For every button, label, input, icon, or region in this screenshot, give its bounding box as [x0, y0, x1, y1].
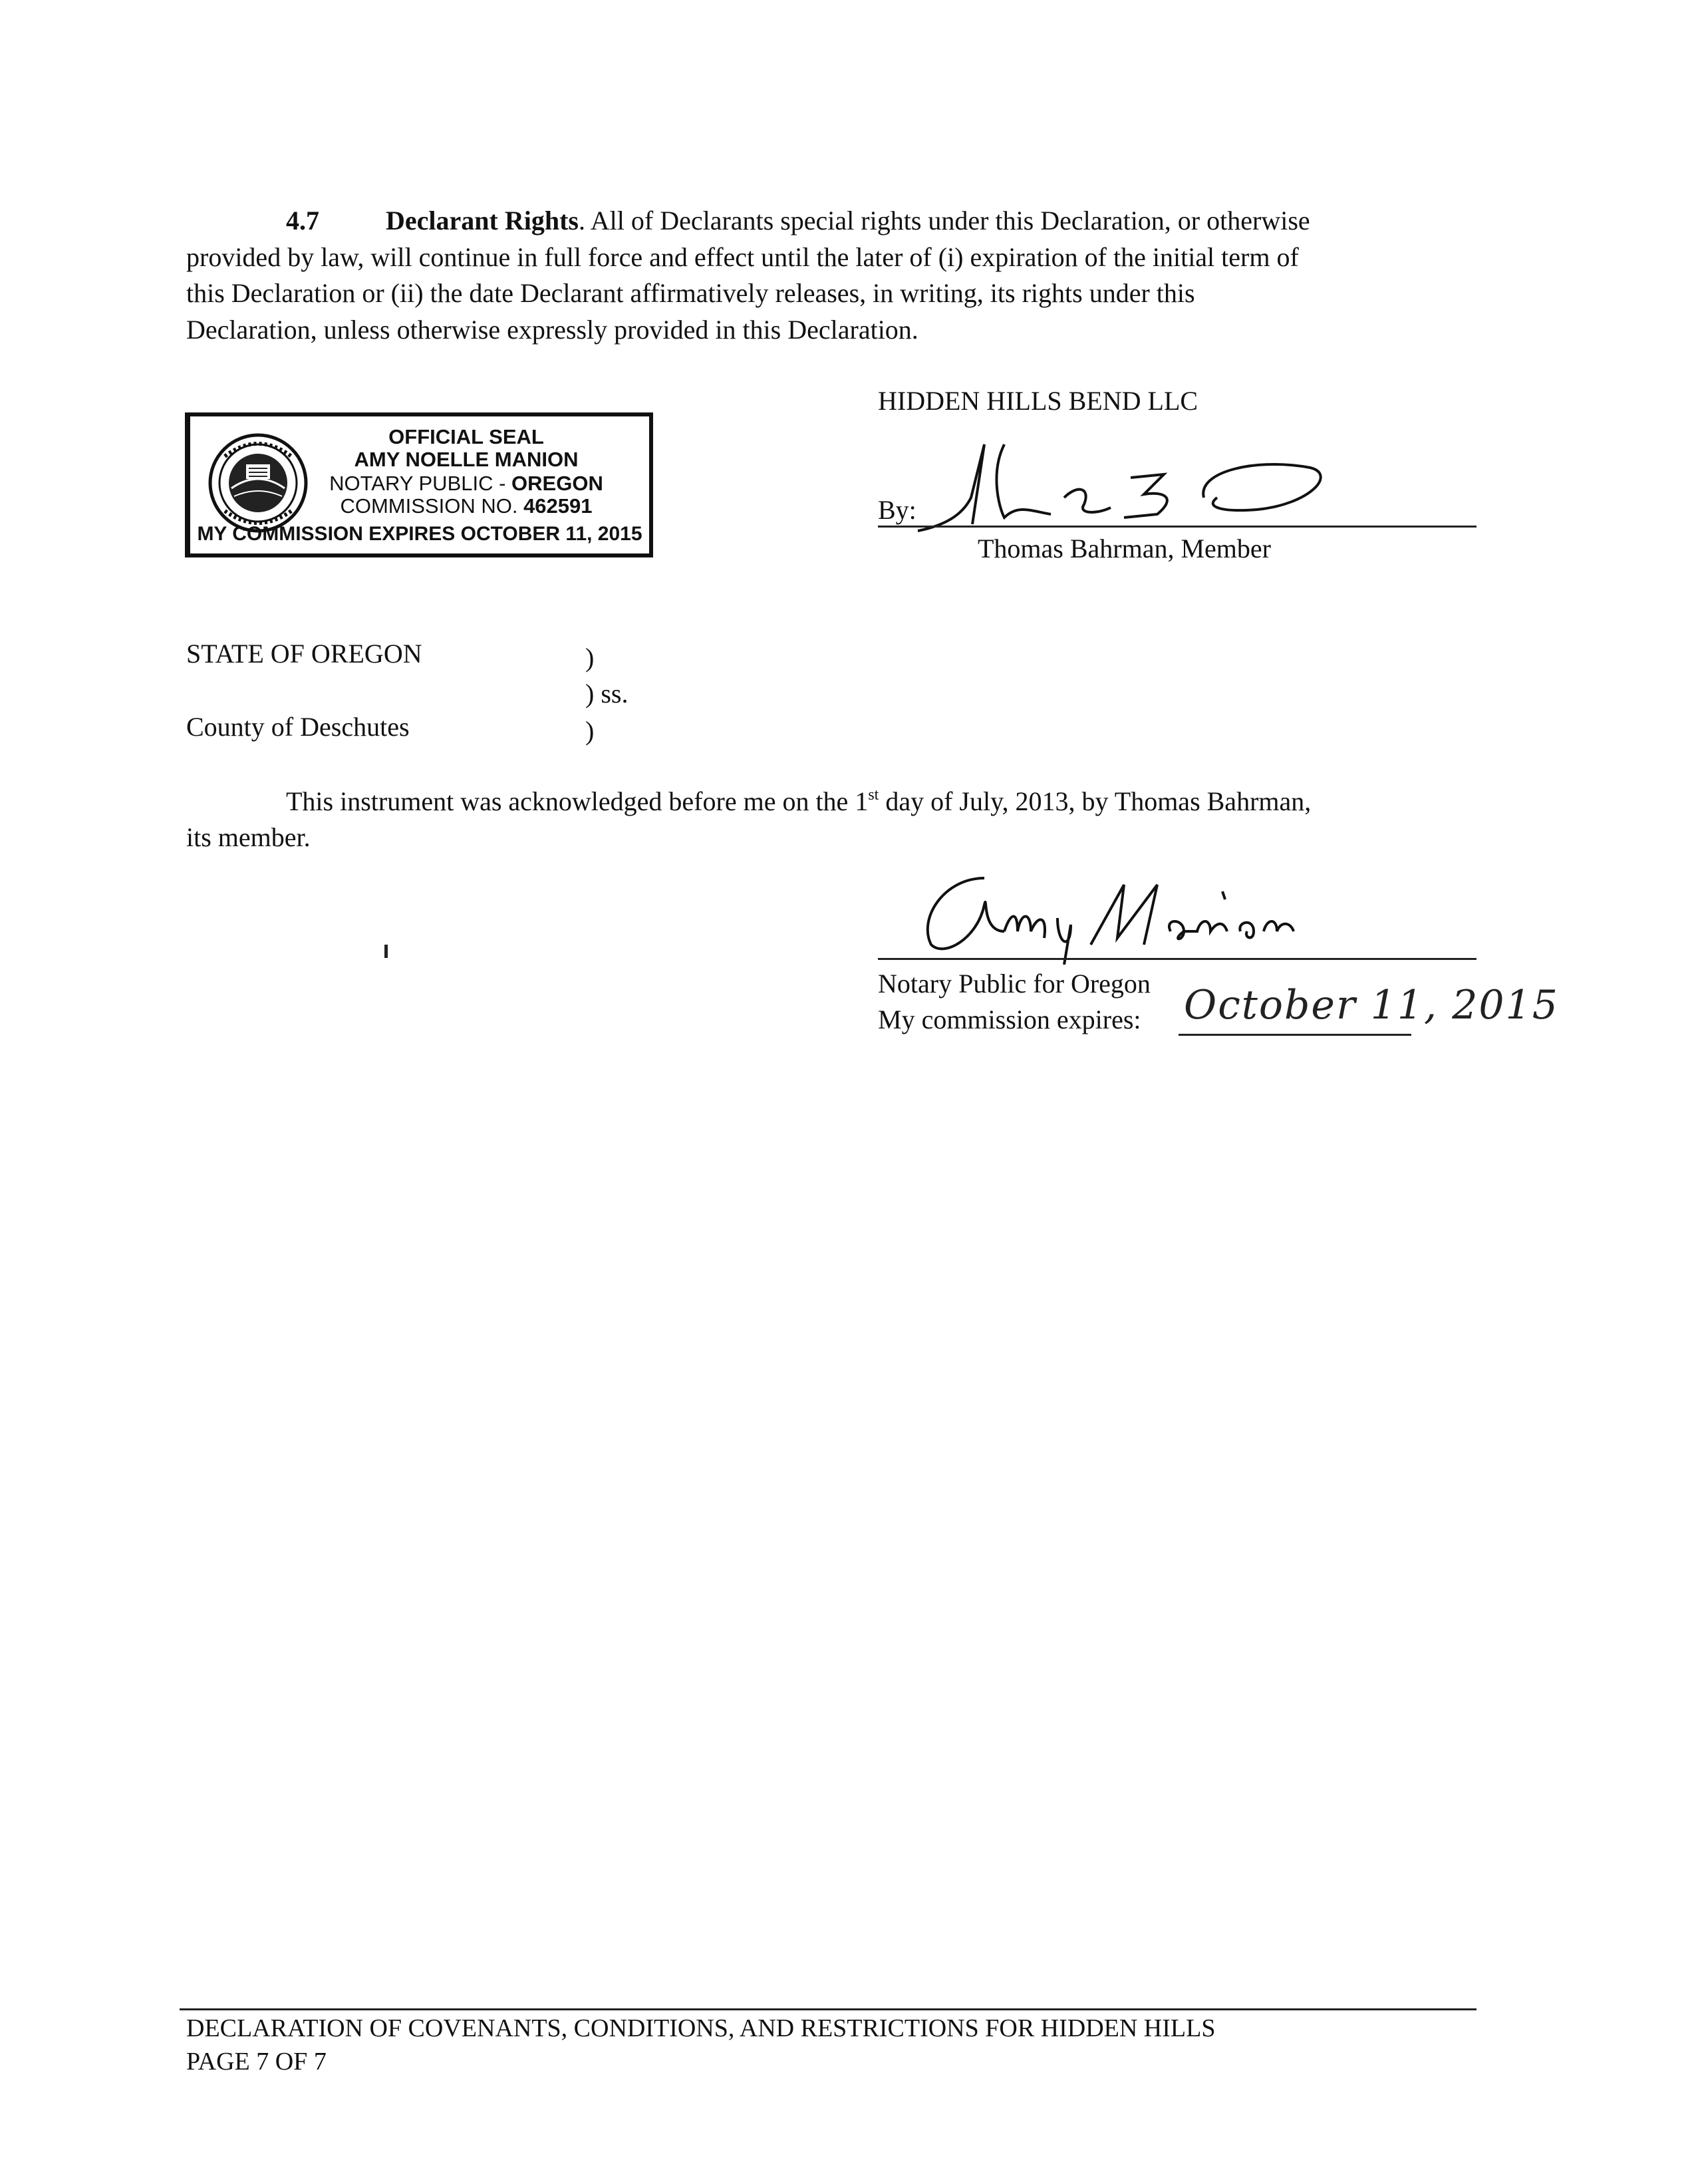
venue-paren-ss: ) ss.: [585, 679, 629, 708]
section-title: Declarant Rights: [386, 206, 579, 235]
section-4-7-paragraph: [186, 203, 1450, 348]
acknowledgment-part1: This instrument was acknowledged before me on the 1: [286, 786, 869, 816]
acknowledgment-part2: day of July, 2013, by Thomas Bahrman,: [879, 786, 1312, 816]
seal-notary-public-label: NOTARY PUBLIC -: [329, 472, 512, 495]
footer-rule: [180, 2008, 1476, 2010]
seal-line-expiration: MY COMMISSION EXPIRES OCTOBER 11, 2015: [197, 523, 642, 545]
commission-expires-underline: [1179, 1034, 1411, 1036]
acknowledgment-ordinal: st: [868, 786, 879, 804]
acknowledgment-line1: [286, 784, 1311, 820]
seal-line-notary-name: AMY NOELLE MANION: [354, 448, 579, 471]
company-name: HIDDEN HILLS BEND LLC: [878, 386, 1198, 416]
section-text-line4: Declaration, unless otherwise expressly provided in this Declaration.: [186, 314, 918, 345]
venue-paren-3: ): [585, 716, 595, 746]
seal-line-official-seal: OFFICIAL SEAL: [388, 425, 544, 448]
commission-expires-label: My commission expires:: [878, 1005, 1141, 1034]
amy-manion-signature: [905, 865, 1317, 965]
venue-paren-1: ): [585, 643, 595, 673]
footer-page-number: PAGE 7 OF 7: [186, 2048, 327, 2076]
venue-county: County of Deschutes: [186, 712, 410, 742]
seal-state: OREGON: [511, 472, 603, 495]
venue-state: STATE OF OREGON: [186, 639, 422, 669]
seal-commission-number: 462591: [523, 494, 593, 518]
company-signature-line: [878, 526, 1476, 528]
seal-commission-label: COMMISSION NO.: [340, 494, 524, 518]
signer-name-title: Thomas Bahrman, Member: [978, 534, 1271, 563]
acknowledgment-line2: its member.: [186, 822, 311, 852]
commission-expires-value: October 11, 2015: [1184, 982, 1559, 1028]
official-notary-seal: [185, 412, 653, 557]
section-text-line1: . All of Declarants special rights under this Declaration, or otherwise: [578, 206, 1310, 235]
seal-line-notary-public: [290, 472, 642, 495]
section-text-line2: provided by law, will continue in full force and effect until the later of (i) expiration of the initial term of: [186, 241, 1299, 272]
section-number: 4.7: [286, 206, 319, 235]
section-text-line3: this Declaration or (ii) the date Declarant affirmatively releases, in writing, its rights under this: [186, 278, 1195, 308]
footer-document-title: DECLARATION OF COVENANTS, CONDITIONS, AND RESTRICTIONS FOR HIDDEN HILLS: [186, 2014, 1216, 2042]
by-label: By:: [878, 495, 916, 525]
notary-title: Notary Public for Oregon: [878, 969, 1151, 999]
stray-mark: [384, 945, 388, 958]
notary-signature-line: [878, 958, 1476, 960]
seal-line-commission-number: [290, 495, 642, 518]
